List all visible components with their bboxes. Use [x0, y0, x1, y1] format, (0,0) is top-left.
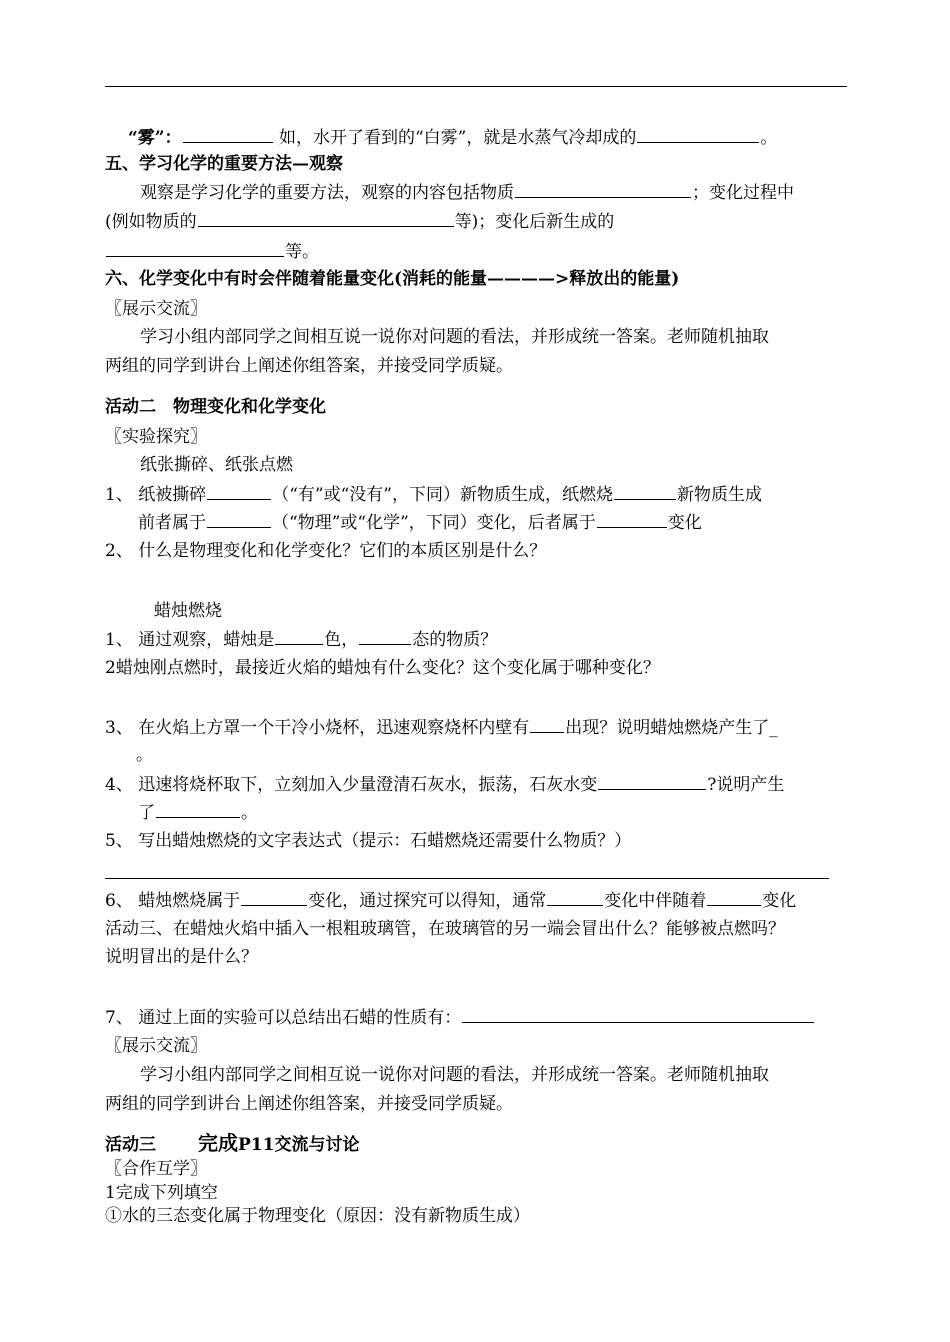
- label: 〖实验探究〗: [105, 427, 207, 447]
- blank[interactable]: [530, 716, 564, 733]
- question: 3、 在火焰上方罩一个干冷小烧杯，迅速观察烧杯内壁有 出现？说明蜡烛燃烧产生了_: [105, 718, 778, 738]
- label: 〖展示交流〗: [105, 1036, 207, 1056]
- paragraph: 学习小组内部同学之间相互说一说你对问题的看法，并形成统一答案。老师随机抽取: [140, 327, 769, 347]
- blank[interactable]: [241, 889, 307, 906]
- answer-line[interactable]: [105, 878, 829, 879]
- section5-heading: 五、学习化学的重要方法—观察: [105, 154, 343, 174]
- question: 说明冒出的是什么？: [105, 947, 258, 967]
- question: 前者属于 （“物理”或“化学”，下同）变化，后者属于 变化: [138, 513, 702, 533]
- blank[interactable]: [198, 210, 454, 227]
- blank[interactable]: [598, 773, 706, 790]
- blank[interactable]: [515, 181, 691, 198]
- label: 〖合作互学〗: [105, 1159, 207, 1179]
- question: 1、 通过观察，蜡烛是 色， 态的物质？: [105, 630, 498, 650]
- text: 。: [136, 745, 153, 765]
- question: 7、 通过上面的实验可以总结出石蜡的性质有：: [105, 1006, 815, 1029]
- question: 活动三、在蜡烛火焰中插入一根粗玻璃管，在玻璃管的另一端会冒出什么？能够被点燃吗？: [105, 919, 785, 939]
- activity3-heading: 活动三 完成P11交流与讨论: [105, 1131, 360, 1155]
- header-rule: [105, 86, 847, 87]
- blank[interactable]: [207, 483, 271, 500]
- blank[interactable]: [106, 240, 284, 257]
- question: 了 。: [138, 803, 258, 823]
- question: 2、 什么是物理变化和化学变化？它们的本质区别是什么？: [105, 541, 547, 561]
- section6-heading: 六、化学变化中有时会伴随着能量变化(消耗的能量————>释放出的能量): [105, 269, 680, 289]
- blank[interactable]: [547, 889, 603, 906]
- question: 2蜡烛刚点燃时，最接近火焰的蜡烛有什么变化？这个变化属于哪种变化？: [105, 658, 660, 678]
- blank[interactable]: [597, 511, 667, 528]
- question: 1、 纸被撕碎 （“有”或“没有”，下同）新物质生成，纸燃烧 新物质生成: [105, 485, 762, 505]
- fog-term: “雾”：: [128, 128, 182, 148]
- paragraph: 两组的同学到讲台上阐述你组答案，并接受同学质疑。: [105, 1094, 513, 1114]
- question: 4、 迅速将烧杯取下，立刻加入少量澄清石灰水，振荡，石灰水变 ?说明产生: [105, 775, 785, 795]
- label: 〖展示交流〗: [105, 299, 207, 319]
- activity2-heading: 活动二 物理变化和化学变化: [105, 397, 326, 417]
- blank[interactable]: [207, 511, 271, 528]
- blank[interactable]: [637, 126, 759, 143]
- paragraph: 学习小组内部同学之间相互说一说你对问题的看法，并形成统一答案。老师随机抽取: [140, 1065, 769, 1085]
- paragraph: 等。: [105, 240, 319, 263]
- blank[interactable]: [156, 801, 240, 818]
- blank[interactable]: [707, 889, 761, 906]
- blank[interactable]: [275, 628, 323, 645]
- blank[interactable]: [183, 126, 273, 143]
- blank[interactable]: [614, 483, 676, 500]
- text: 1完成下列填空: [105, 1183, 218, 1203]
- fog-line: “雾”： 如，水开了看到的“白雾”，就是水蒸气冷却成的 。: [128, 128, 778, 148]
- paragraph: 观察是学习化学的重要方法，观察的内容包括物质 ；变化过程中: [140, 183, 794, 203]
- blank[interactable]: [462, 1006, 814, 1023]
- paragraph: (例如物质的 等)；变化后新生成的: [105, 212, 615, 232]
- subheading: 蜡烛燃烧: [154, 601, 222, 621]
- question: 6、 蜡烛燃烧属于 变化，通过探究可以得知，通常 变化中伴随着 变化: [105, 891, 797, 911]
- subheading: 纸张撕碎、纸张点燃: [140, 455, 293, 475]
- question: 5、 写出蜡烛燃烧的文字表达式（提示：石蜡燃烧还需要什么物质？）: [105, 831, 632, 851]
- text: ①水的三态变化属于物理变化（原因：没有新物质生成）: [105, 1206, 530, 1226]
- blank[interactable]: [359, 628, 411, 645]
- paragraph: 两组的同学到讲台上阐述你组答案，并接受同学质疑。: [105, 356, 513, 376]
